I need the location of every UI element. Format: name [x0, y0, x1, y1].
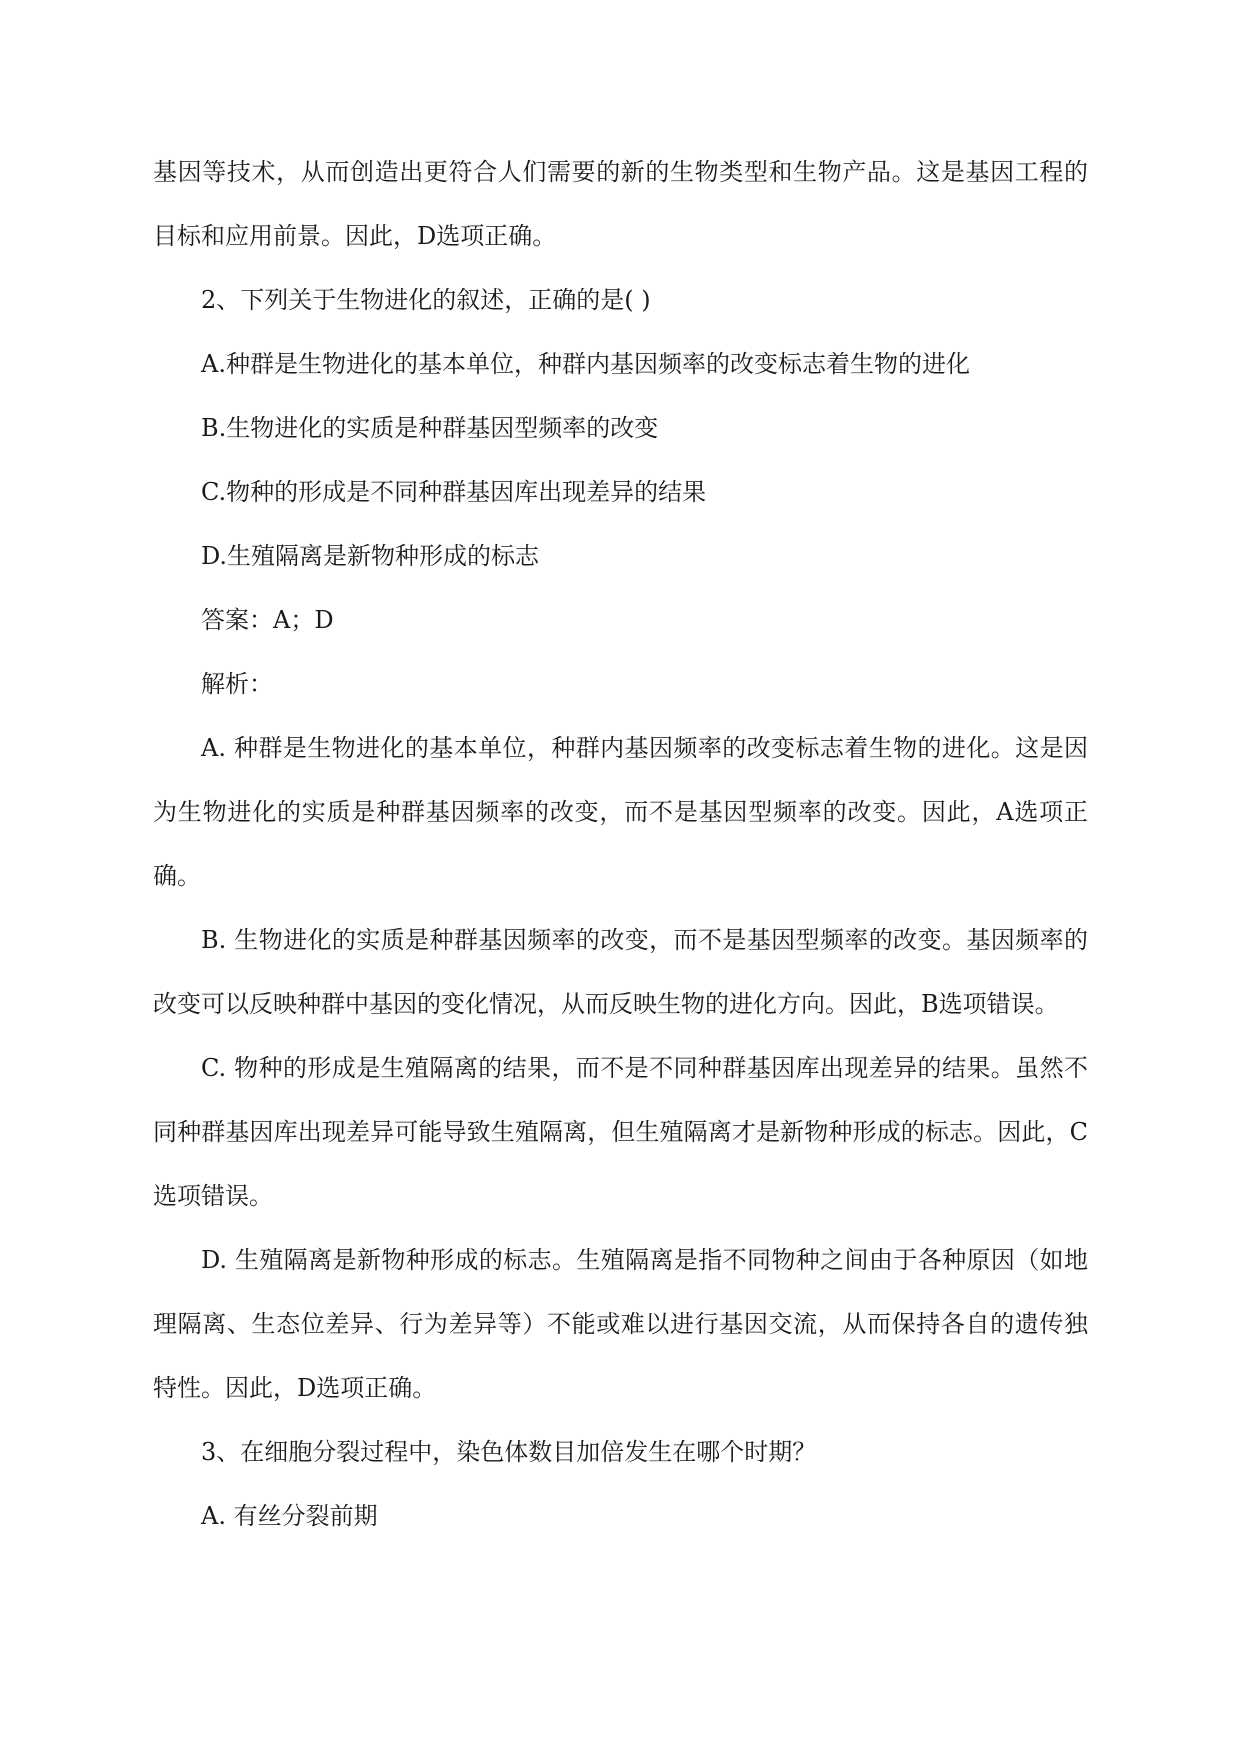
question-2-option-b: B.生物进化的实质是种群基因型频率的改变 [201, 414, 659, 442]
analysis-option-b: B. 生物进化的实质是种群基因频率的改变，而不是基因型频率的改变。基因频率的改变可以反映种群中基因的变化情况，从而反映生物的进化方向。因此，B选项错误。 [153, 926, 1088, 1018]
question-2-stem: 2、下列关于生物进化的叙述，正确的是( ) [201, 286, 651, 314]
analysis-option-d: D. 生殖隔离是新物种形成的标志。生殖隔离是指不同物种之间由于各种原因（如地理隔离、生态位差异、行为差异等）不能或难以进行基因交流，从而保持各自的遗传独特性。因此，D选项正确。 [153, 1246, 1088, 1402]
document-page [153, 140, 1088, 1548]
paragraph-continuation: 基因等技术，从而创造出更符合人们需要的新的生物类型和生物产品。这是基因工程的目标和应用前景。因此，D选项正确。 [153, 158, 1088, 250]
question-2-option-d: D.生殖隔离是新物种形成的标志 [201, 542, 540, 570]
question-3-stem: 3、在细胞分裂过程中，染色体数目加倍发生在哪个时期？ [201, 1438, 817, 1466]
question-2-option-c: C.物种的形成是不同种群基因库出现差异的结果 [201, 478, 707, 506]
question-2-analysis-heading: 解析： [201, 670, 273, 698]
analysis-option-a: A. 种群是生物进化的基本单位，种群内基因频率的改变标志着生物的进化。这是因为生物进化的实质是种群基因频率的改变，而不是基因型频率的改变。因此，A选项正确。 [153, 734, 1088, 890]
question-2-option-a: A.种群是生物进化的基本单位，种群内基因频率的改变标志着生物的进化 [201, 350, 970, 378]
analysis-option-c: C. 物种的形成是生殖隔离的结果，而不是不同种群基因库出现差异的结果。虽然不同种群基因库出现差异可能导致生殖隔离，但生殖隔离才是新物种形成的标志。因此，C选项错误。 [153, 1054, 1088, 1210]
question-2-answer: 答案：A；D [201, 606, 334, 634]
question-3-option-a: A. 有丝分裂前期 [201, 1502, 378, 1530]
